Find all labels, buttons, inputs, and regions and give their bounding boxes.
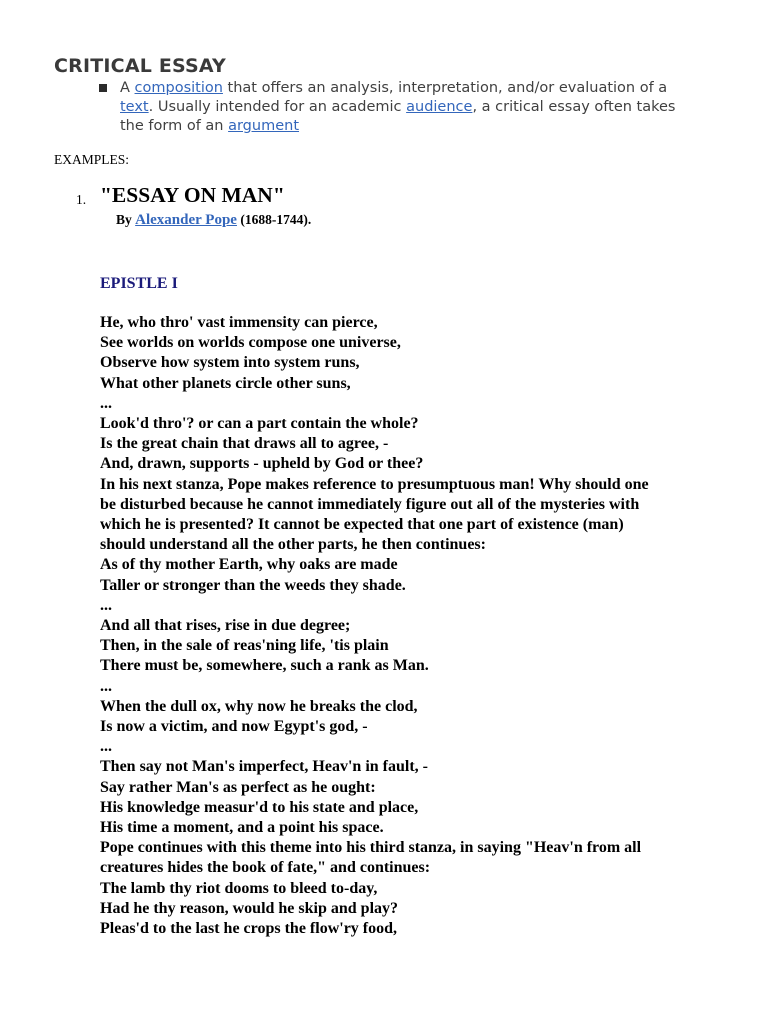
definition-line-1 (100, 79, 710, 98)
poem-line: There must be, somewhere, such a rank as Man. (100, 657, 429, 675)
poem-line: ... (100, 738, 112, 756)
examples-label: EXAMPLES: (54, 152, 130, 167)
poem-line: Had he thy reason, would he skip and play? (100, 899, 399, 917)
poem-line: Is the great chain that draws all to agree, - (100, 435, 389, 453)
poem-line: See worlds on worlds compose one universe, (100, 334, 401, 352)
commentary-line: be disturbed because he cannot immediately figure out all of the mysteries with (100, 495, 640, 513)
poem-line: Pleas'd to the last he crops the flow'ry food, (100, 920, 398, 938)
poem-line: His time a moment, and a point his space. (100, 819, 384, 837)
poem-line: As of thy mother Earth, why oaks are made (100, 556, 398, 574)
author-link[interactable]: Alexander Pope (135, 212, 237, 228)
definition-line-3 (100, 117, 710, 136)
poem-line: What other planets circle other suns, (100, 374, 351, 392)
poem-line: ... (100, 677, 112, 695)
poem-line: ... (100, 596, 112, 614)
byline-by: By (116, 212, 136, 227)
list-item-number: 1. (76, 192, 87, 207)
poem-line: Then say not Man's imperfect, Heav'n in fault, - (100, 758, 428, 776)
poem-line: And, drawn, supports - upheld by God or thee? (100, 455, 424, 473)
commentary-line: Pope continues with this theme into his third stanza, in saying "Heav'n from all (100, 839, 642, 857)
commentary-line: which he is presented? It cannot be expected that one part of existence (man) (100, 516, 624, 534)
commentary-line: In his next stanza, Pope makes reference to presumptuous man! Why should one (100, 475, 649, 493)
poem-line: The lamb thy riot dooms to bleed to-day, (100, 879, 378, 897)
epistle-heading: EPISTLE I (100, 275, 178, 292)
definition-line-2 (100, 98, 710, 117)
poem-line: Taller or stronger than the weeds they shade. (100, 576, 406, 594)
poem-line: And all that rises, rise in due degree; (100, 617, 351, 635)
poem-body (100, 313, 740, 939)
poem-line: When the dull ox, why now he breaks the clod, (100, 697, 418, 715)
square-bullet-icon (99, 84, 107, 92)
commentary-line: should understand all the other parts, he then continues: (100, 536, 486, 554)
definition-text: that offers an analysis, interpretation, and/or evaluation of a (222, 80, 668, 96)
definition-text: A (120, 80, 135, 96)
poem-line: Then, in the sale of reas'ning life, 'tis plain (100, 637, 389, 655)
poem-line: He, who thro' vast immensity can pierce, (100, 314, 378, 331)
definition-block (100, 79, 710, 136)
definition-text: . Usually intended for an academic (148, 99, 407, 115)
commentary-line: creatures hides the book of fate," and continues: (100, 859, 431, 877)
definition-text: the form of an (120, 118, 229, 134)
poem-line: Observe how system into system runs, (100, 354, 360, 372)
definition-text: , a critical essay often takes (472, 99, 676, 115)
composition-link[interactable]: composition (134, 80, 223, 96)
page-title: CRITICAL ESSAY (54, 55, 226, 77)
poem-title: "ESSAY ON MAN" (100, 183, 285, 207)
byline (116, 212, 311, 229)
poem-line: Is now a victim, and now Egypt's god, - (100, 718, 368, 736)
byline-dates: (1688-1744). (236, 212, 312, 227)
poem-line: His knowledge measur'd to his state and place, (100, 798, 419, 816)
argument-link[interactable]: argument (228, 118, 300, 134)
poem-line: ... (100, 394, 112, 412)
text-link[interactable]: text (120, 99, 149, 115)
poem-line: Look'd thro'? or can a part contain the whole? (100, 415, 419, 433)
poem-line: Say rather Man's as perfect as he ought: (100, 778, 376, 796)
audience-link[interactable]: audience (406, 99, 473, 115)
